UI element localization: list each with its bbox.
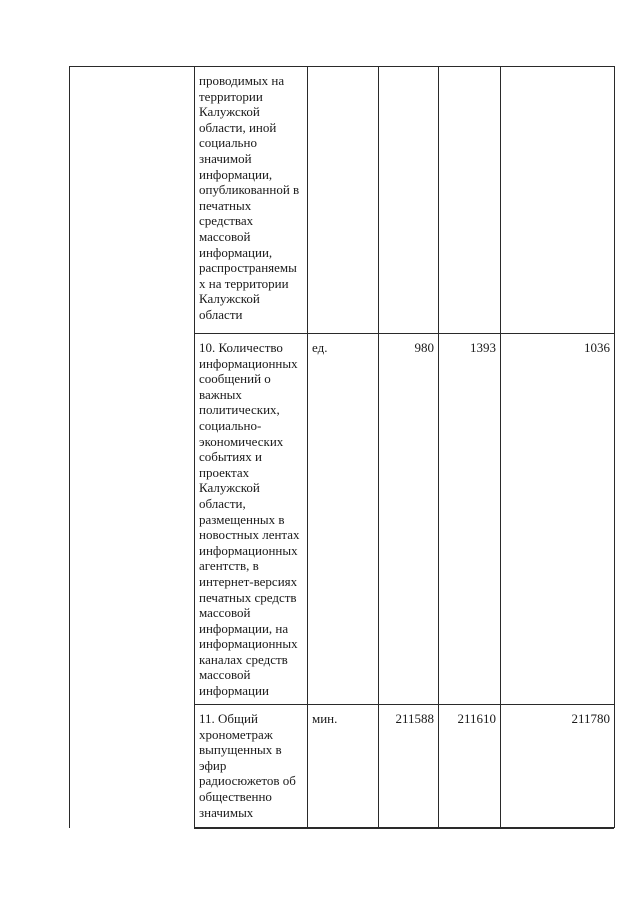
table-bottom-border [194, 828, 614, 829]
description-cell: проводимых на территории Калужской области, иной социально значимой информации, опубликованной в печатных средствах массовой информации, распространяемы х на территории Калужской области [195, 67, 308, 334]
table-row [70, 67, 615, 334]
unit-cell [308, 67, 379, 334]
unit-cell: мин. [308, 705, 379, 828]
value-cell [501, 67, 615, 334]
value-cell: 211588 [379, 705, 439, 828]
indicators-table [69, 66, 615, 828]
value-cell: 980 [379, 334, 439, 705]
value-cell [379, 67, 439, 334]
value-cell: 211610 [439, 705, 501, 828]
blank-cell [70, 67, 195, 828]
value-cell: 1393 [439, 334, 501, 705]
description-cell: 10. Количество информационных сообщений о важных политических, социально- экономических событиях и проектах Калужской области, размещенных в новостных лентах информационных агентств, в интернет-версиях печатных средств массовой информации, на информационных каналах средств массовой информации [195, 334, 308, 705]
description-cell: 11. Общий хронометраж выпущенных в эфир радиосюжетов об общественно значимых [195, 705, 308, 828]
unit-cell: ед. [308, 334, 379, 705]
value-cell: 1036 [501, 334, 615, 705]
value-cell [439, 67, 501, 334]
value-cell: 211780 [501, 705, 615, 828]
